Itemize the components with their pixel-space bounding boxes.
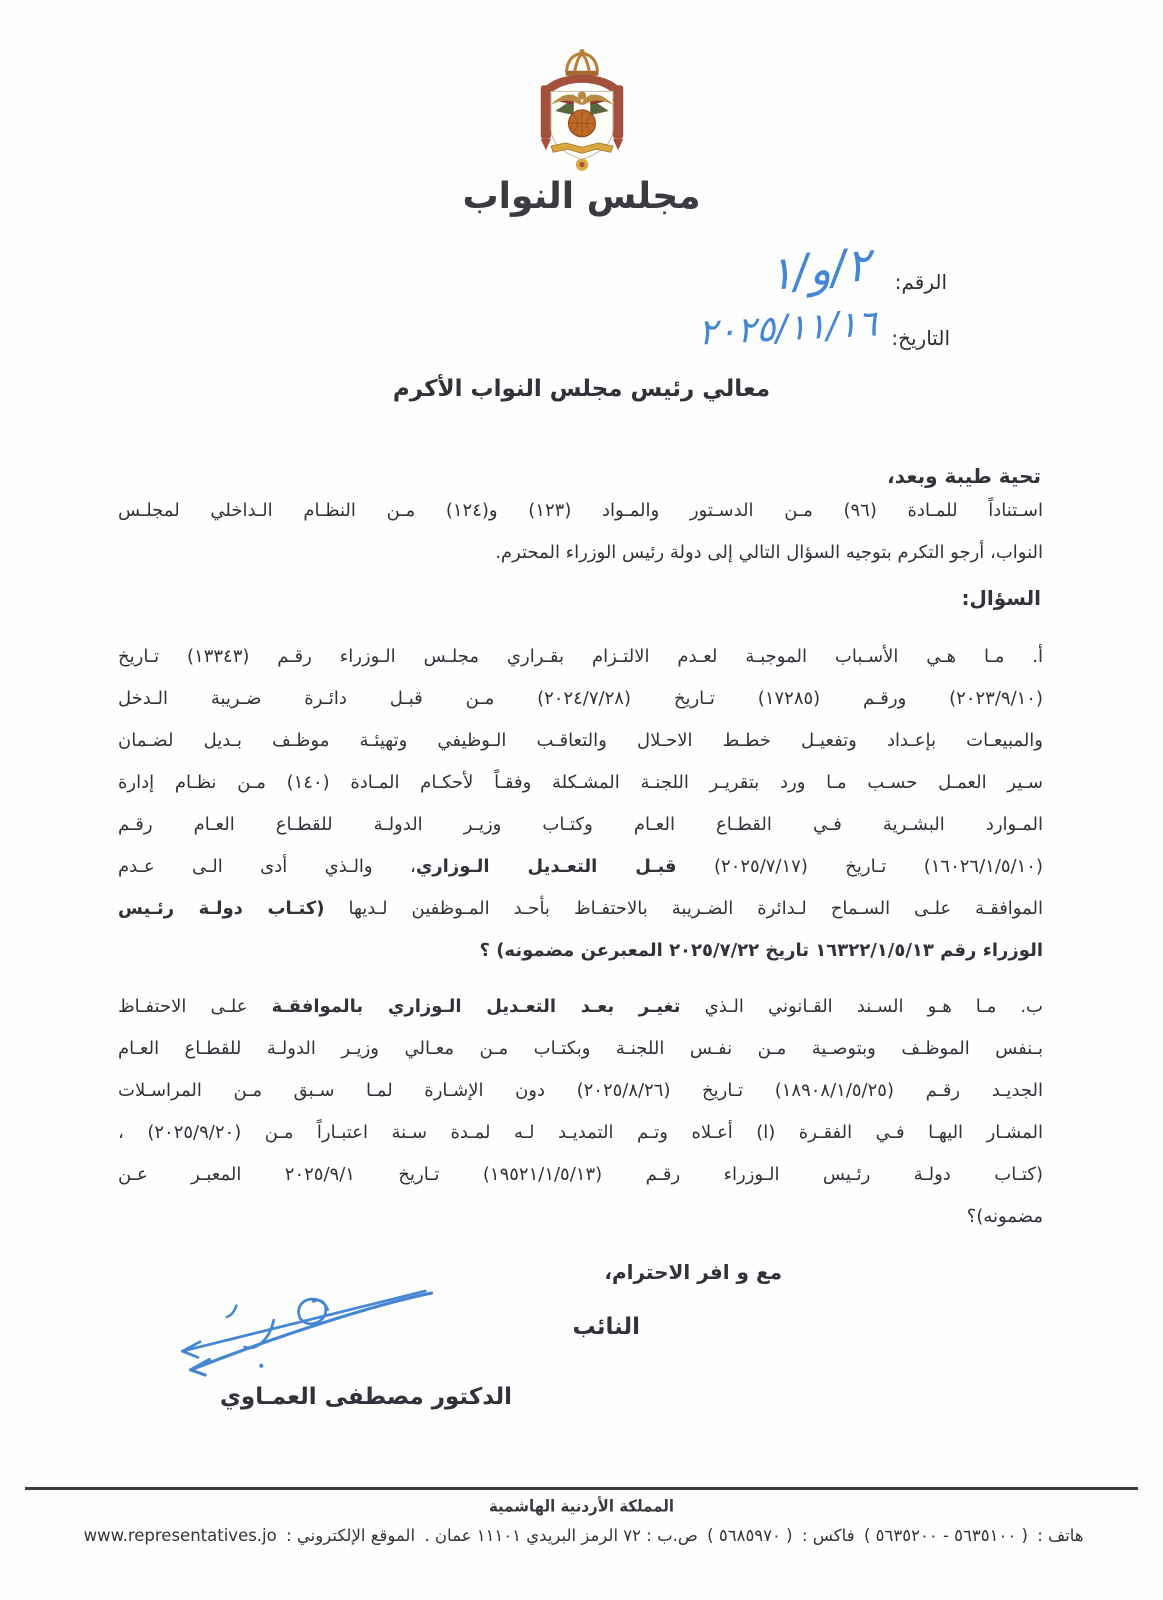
recipient-title: معالي رئيس مجلس النواب الأكرم	[392, 376, 771, 402]
text-line: الجديـد رقـم (١٨٩٠٨/١/٥/٢٥) تـاريخ (٢٠٢٥/٨/٢٦) دون الإشـارة لمـا سـبق مـن المراسـلات	[118, 1080, 1043, 1101]
text-line: ب. مـا هـو السـند القـانوني الـذي تغيـر بعـد التعـديل الـوزاري بالموافقـة علـى الاحتفـاظ	[118, 996, 1043, 1017]
text-line: المشـار اليهـا فـي الفقـرة (ا) أعـلاه وتـم التمديـد لـه لمـدة سـنة اعتبـاراً مـن (٢٠٢٥/٩/٢٠) ،	[118, 1122, 1043, 1143]
ref-number-handwritten-value: ٢/و/١	[765, 236, 874, 302]
signer-name: الدكتور مصطفى العمـاوي	[219, 1384, 512, 1410]
text-line: مضمونه)؟	[966, 1206, 1043, 1227]
signer-role: النائب	[572, 1314, 640, 1340]
question-a-paragraph	[118, 636, 1043, 972]
text-line: الموافقـة علـى السـماح لـدائرة الضـريبة بالاحتفـاظ بأحـد المـوظفين لـديها (كتـاب دولـة رئـيس	[118, 898, 1043, 919]
salutation: تحية طيبة وبعد،	[887, 464, 1041, 488]
footer-divider	[25, 1487, 1138, 1490]
jordan-coat-of-arms-icon	[519, 46, 645, 176]
ref-number-label: الرقم:	[894, 270, 947, 294]
text-line: أ. مـا هـي الأسـباب الموجبـة لعـدم الالتـزام بقـراري مجلـس الـوزراء رقـم (١٣٣٤٣) تـاريخ	[118, 646, 1043, 667]
footer-contact-line	[0, 1526, 1163, 1545]
respect-closing-line: مع و افر الاحترام،	[604, 1260, 782, 1284]
text-line: النواب، أرجو التكرم بتوجيه السؤال التالي إلى دولة رئيس الوزراء المحترم.	[495, 542, 1043, 563]
phone-label: هاتف :	[1037, 1526, 1084, 1545]
text-line: سـير العمـل حسـب مـا ورد بتقريـر اللجنـة المشـكلة وفقـاً لأحكـام المـادة (١٤٠) مـن نظـام إدارة	[118, 772, 1043, 793]
text-line: بـنفس الموظـف وبتوصـية مـن نفـس اللجنـة وبكتـاب مـن معـالي وزيـر الدولـة للقطـاع العـام	[118, 1038, 1043, 1059]
text-line: الوزراء رقم ١٦٣٢٢/١/٥/١٣ تاريخ ٢٠٢٥/٧/٢٢ المعبرعن مضمونه) ؟	[479, 940, 1043, 961]
text-line: (٢٠٢٣/٩/١٠) ورقـم (١٧٢٨٥) تـاريخ (٢٠٢٤/٧/٢٨) مـن قبـل دائـرة ضـريبة الـدخل	[118, 688, 1043, 709]
handwritten-signature-icon	[172, 1270, 442, 1400]
text-line: (كتـاب دولـة رئـيس الـوزراء رقـم (١٩٥٢١/١/٥/١٣) تـاريخ ٢٠٢٥/٩/١ المعبـر عـن	[118, 1164, 1043, 1185]
fax-number: ( ٥٦٨٥٩٧٠ )	[707, 1526, 793, 1545]
date-label: التاريخ:	[891, 326, 950, 350]
question-label: السؤال:	[961, 586, 1041, 610]
question-b-paragraph	[118, 986, 1043, 1238]
fax-label: فاكس :	[801, 1526, 855, 1545]
text-line: والمبيعـات بإعـداد وتفعيـل خطـط الاحـلال والتعاقـب الـوظيفي وتهيئـة موظـف بـديل لضـمان	[118, 730, 1043, 751]
org-name-calligraphy: مجلس النواب	[462, 176, 701, 217]
text-line: (١٦٠٢٦/١/٥/١٠) تـاريخ (٢٠٢٥/٧/١٧) قبـل التعـديل الـوزاري، والـذي أدى الـى عـدم	[118, 856, 1043, 877]
intro-paragraph	[118, 490, 1043, 574]
date-handwritten-value: ٢٠٢٥/١١/١٦	[697, 303, 878, 354]
phone-numbers: ( ٥٦٣٥١٠٠ - ٥٦٣٥٢٠٠ )	[863, 1526, 1028, 1545]
text-line: المـوارد البشـرية فـي القطـاع العـام وكتـاب وزيـر الدولـة للقطـاع العـام رقـم	[118, 814, 1043, 835]
text-line: اسـتناداً للمـادة (٩٦) مـن الدسـتور والمـواد (١٢٣) و(١٢٤) مـن النظـام الـداخلي لمجلـس	[118, 500, 1043, 521]
website-url: www.representatives.jo	[83, 1526, 277, 1545]
pobox-line: ص.ب : ٧٢ الرمز البريدي ١١١٠١ عمان .	[424, 1526, 698, 1545]
kingdom-name-calligraphy: المملكة الأردنية الهاشمية	[488, 1496, 675, 1516]
website-label: الموقع الإلكتروني :	[286, 1526, 416, 1545]
